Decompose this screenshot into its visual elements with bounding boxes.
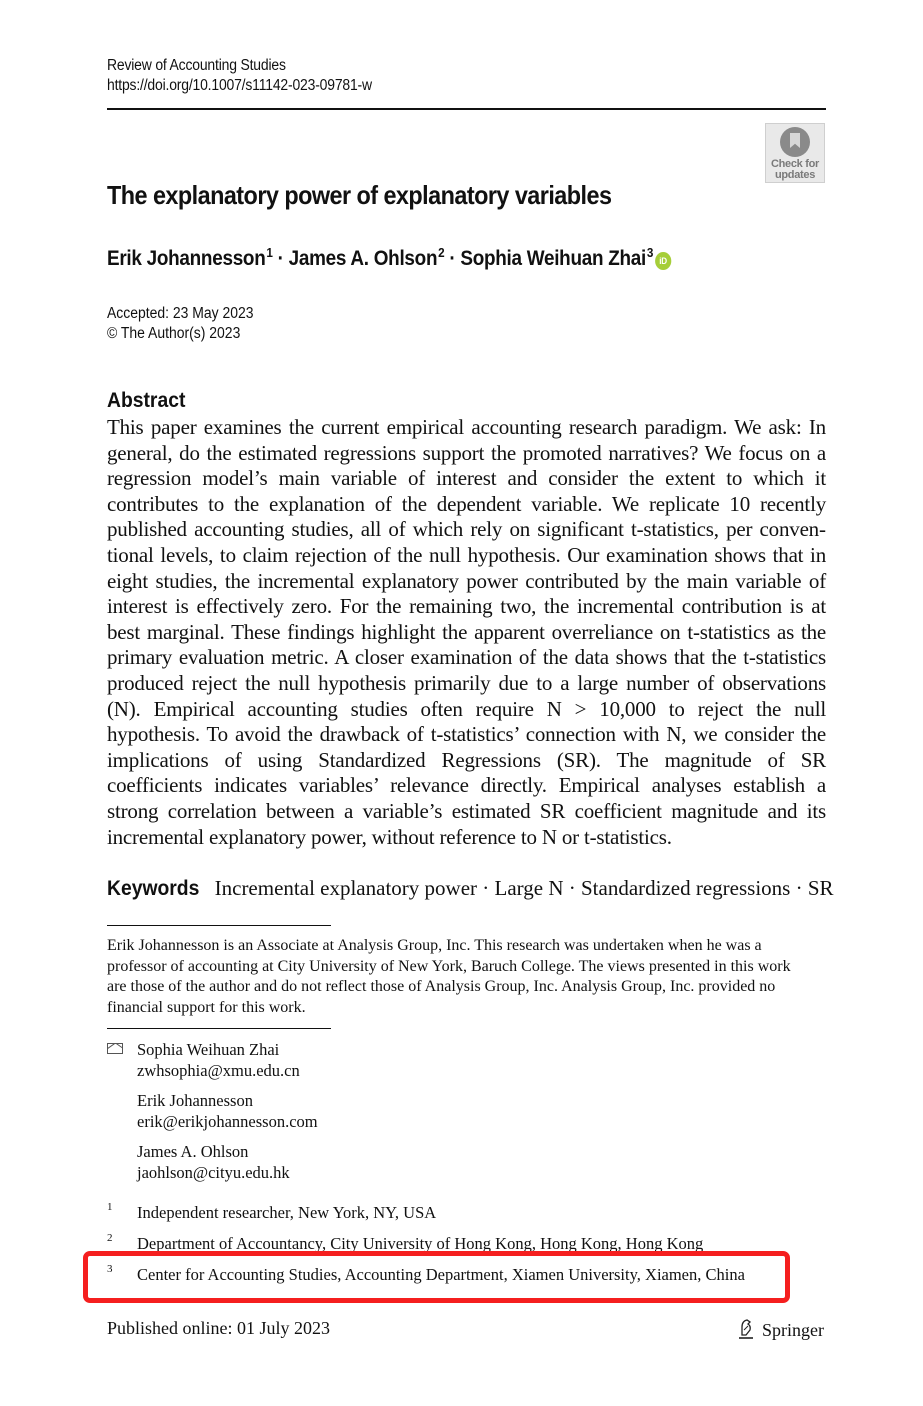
contact-name: Erik Johannesson — [137, 1091, 253, 1110]
contact-email[interactable]: erik@erikjohannesson.com — [137, 1112, 318, 1131]
bookmark-icon — [780, 127, 810, 157]
article-title: The explanatory power of explanatory variables — [107, 180, 612, 210]
affiliation-ref: 3 — [646, 245, 654, 260]
accepted-date: Accepted: 23 May 2023 — [107, 305, 254, 322]
contact-entry — [107, 1141, 318, 1183]
contact-entry — [107, 1039, 318, 1081]
published-online: Published online: 01 July 2023 — [107, 1318, 331, 1338]
footnote-rule — [107, 925, 331, 926]
check-for-updates-label: Check for updates — [770, 158, 820, 181]
author-separator: · — [272, 247, 289, 270]
affiliation-number: 1 — [107, 1201, 113, 1213]
contact-email[interactable]: zwhsophia@xmu.edu.cn — [137, 1061, 300, 1080]
affiliation-text: Center for Accounting Studies, Accounting Department, Xiamen University, Xiamen, China — [137, 1265, 745, 1284]
affiliation-number: 2 — [107, 1232, 113, 1244]
author-list — [107, 245, 671, 271]
author-separator: · — [444, 247, 461, 270]
author-name[interactable]: Erik Johannesson — [107, 247, 266, 270]
header-rule — [107, 108, 826, 110]
keywords-label: Keywords — [107, 877, 200, 900]
author-name[interactable]: James A. Ohlson — [288, 247, 438, 270]
affiliation-number: 3 — [107, 1263, 113, 1275]
author-footnote: Erik Johannesson is an Associate at Analysis Group, Inc. This research was undertaken when he was a professor of accounting at City University of New York, Baruch College. The views presented in this work are those of the author and do not reflect those of Analysis Group, Inc. Analysis Group, Inc. provided no financial support for this work. — [107, 937, 791, 1016]
contact-entry — [107, 1090, 318, 1132]
abstract-heading: Abstract — [107, 389, 186, 412]
author-name[interactable]: Sophia Weihuan Zhai — [460, 247, 647, 270]
article-dates — [107, 304, 254, 344]
affiliation-text: Independent researcher, New York, NY, USA — [137, 1203, 437, 1222]
springer-horse-icon — [736, 1318, 756, 1340]
envelope-icon — [107, 1043, 123, 1054]
journal-name: Review of Accounting Studies — [107, 57, 286, 74]
publisher-name: Springer — [762, 1320, 824, 1340]
highlight-box — [83, 1251, 790, 1303]
publisher-logo — [736, 1318, 824, 1341]
affiliation-ref: 1 — [266, 245, 273, 260]
footnote-rule — [107, 1028, 331, 1029]
keywords — [107, 876, 837, 901]
journal-header — [107, 56, 372, 96]
contact-list — [107, 1039, 318, 1192]
check-for-updates-button[interactable] — [765, 123, 825, 183]
copyright: © The Author(s) 2023 — [107, 325, 241, 342]
affiliation-ref: 2 — [438, 245, 445, 260]
affiliation-1 — [107, 1202, 745, 1233]
doi-link[interactable]: https://doi.org/10.1007/s11142-023-09781-w — [107, 77, 372, 94]
affiliation-text: Department of Accountancy, City University of Hong Kong, Hong Kong, Hong Kong — [137, 1234, 704, 1253]
orcid-icon[interactable]: iD — [655, 252, 671, 270]
contact-email[interactable]: jaohlson@cityu.edu.hk — [137, 1163, 290, 1182]
keywords-list: Incremental explanatory power · Large N · Standardized regressions · SR — [214, 876, 834, 900]
contact-name: Sophia Weihuan Zhai — [137, 1040, 280, 1059]
abstract-body: This paper examines the current empirical accounting research paradigm. We ask: In general, do the estimated regressions support the promoted narratives? We focus on a regression model’s main variable of interest and consider the extent to which it contributes to the explanation of the dependent variable. We replicate 10 recently published accounting studies, all of which rely on significant t-statistics, per conventional levels, to claim rejection of the null hypothesis. Our examination shows that in eight studies, the incremental explanatory power contributed by the main variable of interest is effectively zero. For the remaining two, the incremental contribution is at best marginal. These findings highlight the apparent overreliance on t-statistics as the primary evaluation metric. A closer examination of the data shows that the t-statistics produced reject the null hypothesis primarily due to a large number of observations (N). Empirical accounting studies often require N > 10,000 to reject the null hypothesis. To avoid the drawback of t-statistics’ connection with N, we consider the implications of using Standardized Regressions (SR). The magnitude of SR coefficients indicates variables’ relevance directly. Empirical analyses establish a strong correlation between a variable’s estimated SR coefficient magnitude and its incremental explanatory power, without reference to N or t-statistics. — [107, 415, 826, 849]
contact-name: James A. Ohlson — [137, 1142, 249, 1161]
